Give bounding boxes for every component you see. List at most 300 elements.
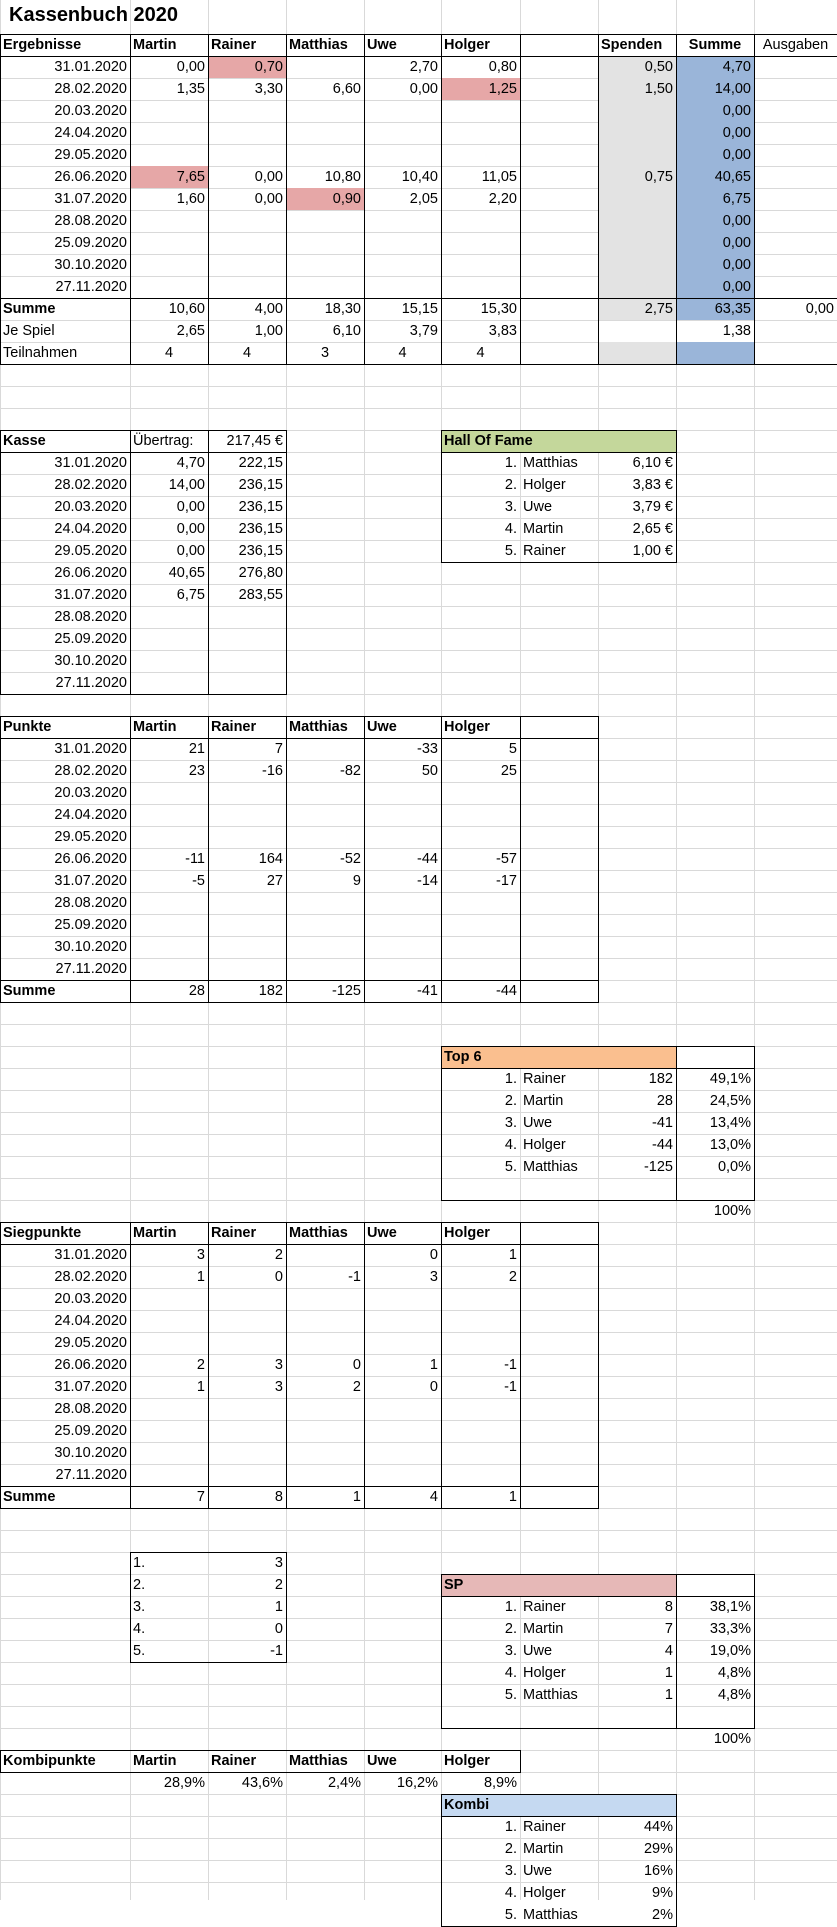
punkte-cell[interactable] (208, 826, 286, 848)
je-spiel-cell[interactable]: 6,10 (332, 323, 361, 339)
sheet-title[interactable]: Kassenbuch 2020 (9, 4, 178, 26)
result-cell[interactable] (441, 144, 520, 166)
name-cell[interactable]: Matthias (523, 1687, 578, 1703)
rank-cell[interactable]: 4. (504, 1137, 517, 1153)
name-cell[interactable]: Uwe (523, 1863, 553, 1879)
result-cell[interactable]: 2,20 (488, 191, 517, 207)
result-cell[interactable]: 0,00 (722, 235, 751, 251)
result-cell[interactable]: 0,80 (488, 59, 517, 75)
rank-cell[interactable]: 4. (133, 1621, 146, 1637)
siegpunkte-cell[interactable]: 3 (196, 1247, 205, 1263)
result-cell[interactable]: 0,00 (254, 191, 283, 207)
summe-cell[interactable]: 18,30 (324, 301, 361, 317)
result-cell[interactable]: 0,00 (409, 81, 438, 97)
summe-cell[interactable]: 1 (352, 1489, 361, 1505)
date-cell[interactable]: 27.11.2020 (55, 279, 127, 295)
kasse-cell[interactable] (208, 650, 286, 672)
summe-label[interactable]: Summe (3, 983, 56, 999)
rank-cell[interactable]: 3. (504, 1643, 517, 1659)
result-cell[interactable]: 11,05 (481, 169, 517, 185)
result-cell[interactable]: 14,00 (714, 81, 751, 97)
date-cell[interactable]: 25.09.2020 (54, 917, 127, 933)
punkte-cell[interactable] (364, 826, 441, 848)
punkte-cell[interactable] (364, 936, 441, 958)
value-cell[interactable]: -41 (652, 1115, 673, 1131)
siegpunkte-cell[interactable]: 0 (429, 1247, 438, 1263)
punkte-cell[interactable] (130, 958, 208, 980)
punkte-cell[interactable] (130, 936, 208, 958)
result-cell[interactable]: 1,25 (488, 81, 517, 97)
date-cell[interactable]: 30.10.2020 (54, 257, 127, 273)
percent-cell[interactable]: 9% (652, 1885, 673, 1901)
siegpunkte-cell[interactable]: 3 (274, 1357, 283, 1373)
result-cell[interactable] (598, 188, 676, 210)
player-header-rainer[interactable]: Rainer (211, 37, 257, 53)
siegpunkte-cell[interactable] (364, 1464, 441, 1486)
date-cell[interactable]: 29.05.2020 (54, 543, 127, 559)
rank-cell[interactable]: 2. (504, 1841, 517, 1857)
punkte-cell[interactable]: -17 (496, 873, 517, 889)
percent-cell[interactable]: 16% (643, 1863, 673, 1879)
name-cell[interactable]: Holger (523, 477, 566, 493)
date-cell[interactable]: 27.11.2020 (55, 1467, 127, 1483)
punkte-cell[interactable] (364, 804, 441, 826)
result-cell[interactable]: 3,30 (254, 81, 283, 97)
result-cell[interactable]: 0,50 (644, 59, 673, 75)
rank-cell[interactable]: 2. (133, 1577, 146, 1593)
punkte-cell[interactable]: 164 (258, 851, 283, 867)
punkte-cell[interactable] (130, 826, 208, 848)
result-cell[interactable] (441, 100, 520, 122)
rank-cell[interactable]: 2. (504, 1093, 517, 1109)
teilnahmen-cell[interactable]: 4 (164, 345, 174, 361)
siegpunkte-cell[interactable]: 1 (508, 1247, 517, 1263)
value-cell[interactable]: 3,79 € (632, 499, 673, 515)
result-cell[interactable] (441, 122, 520, 144)
date-cell[interactable]: 24.04.2020 (54, 1313, 127, 1329)
rank-cell[interactable]: 4. (504, 1885, 517, 1901)
siegpunkte-cell[interactable] (130, 1464, 208, 1486)
player-header-uwe[interactable]: Uwe (367, 37, 397, 53)
date-cell[interactable]: 28.08.2020 (54, 609, 127, 625)
date-cell[interactable]: 20.03.2020 (54, 785, 127, 801)
siegpunkte-cell[interactable] (364, 1332, 441, 1354)
siegpunkte-cell[interactable] (208, 1464, 286, 1486)
player-header-matthias[interactable]: Matthias (289, 1753, 348, 1769)
summe-cell[interactable]: 15,30 (480, 301, 517, 317)
result-cell[interactable]: 1,60 (176, 191, 205, 207)
date-cell[interactable]: 31.07.2020 (54, 873, 127, 889)
player-header-holger[interactable]: Holger (444, 1753, 490, 1769)
punkte-cell[interactable]: -82 (340, 763, 361, 779)
punkte-cell[interactable] (364, 914, 441, 936)
result-cell[interactable] (208, 254, 286, 276)
kasse-cell[interactable]: 236,15 (238, 499, 283, 515)
kombipunkte-cell[interactable]: 28,9% (163, 1775, 205, 1791)
player-header-matthias[interactable]: Matthias (289, 719, 348, 735)
je-spiel-cell[interactable]: 3,79 (409, 323, 438, 339)
kasse-cell[interactable]: 40,65 (168, 565, 205, 581)
date-cell[interactable]: 20.03.2020 (54, 1291, 127, 1307)
result-cell[interactable] (208, 122, 286, 144)
siegpunkte-cell[interactable] (364, 1288, 441, 1310)
summe-cell[interactable]: 182 (258, 983, 283, 999)
teilnahmen-cell[interactable]: 4 (476, 345, 485, 361)
name-cell[interactable]: Martin (523, 521, 564, 537)
kasse-cell[interactable] (130, 628, 208, 650)
name-cell[interactable]: Holger (523, 1137, 566, 1153)
siegpunkte-cell[interactable]: -1 (348, 1269, 361, 1285)
points-cell[interactable]: 1 (274, 1599, 283, 1615)
result-cell[interactable] (130, 232, 208, 254)
siegpunkte-cell[interactable] (130, 1332, 208, 1354)
summe-cell[interactable]: 8 (274, 1489, 283, 1505)
punkte-cell[interactable] (286, 826, 364, 848)
kasse-cell[interactable] (130, 672, 208, 694)
punkte-cell[interactable]: -16 (262, 763, 283, 779)
result-cell[interactable] (598, 210, 676, 232)
date-cell[interactable]: 31.01.2020 (54, 455, 127, 471)
rank-cell[interactable]: 3. (504, 1863, 517, 1879)
result-cell[interactable] (286, 276, 364, 298)
result-cell[interactable]: 0,00 (722, 213, 751, 229)
siegpunkte-cell[interactable]: 2 (508, 1269, 517, 1285)
siegpunkte-cell[interactable]: 2 (274, 1247, 283, 1263)
rank-cell[interactable]: 4. (504, 521, 517, 537)
punkte-cell[interactable]: -57 (496, 851, 517, 867)
rank-cell[interactable]: 5. (504, 543, 517, 559)
date-cell[interactable]: 28.02.2020 (54, 763, 127, 779)
result-cell[interactable]: 0,90 (332, 191, 361, 207)
date-cell[interactable]: 24.04.2020 (54, 125, 127, 141)
kasse-cell[interactable] (130, 650, 208, 672)
result-cell[interactable] (286, 144, 364, 166)
result-cell[interactable] (208, 100, 286, 122)
result-cell[interactable]: 2,70 (409, 59, 438, 75)
result-cell[interactable]: 0,75 (644, 169, 673, 185)
result-cell[interactable]: 0,00 (254, 169, 283, 185)
result-cell[interactable] (598, 254, 676, 276)
percent-cell[interactable]: 38,1% (709, 1599, 751, 1615)
punkte-cell[interactable] (286, 958, 364, 980)
date-cell[interactable]: 25.09.2020 (54, 631, 127, 647)
kasse-cell[interactable]: 276,80 (238, 565, 283, 581)
player-header-matthias[interactable]: Matthias (289, 1225, 348, 1241)
siegpunkte-cell[interactable] (286, 1310, 364, 1332)
percent-cell[interactable]: 0,0% (717, 1159, 751, 1175)
date-cell[interactable]: 31.07.2020 (54, 587, 127, 603)
result-cell[interactable]: 6,75 (722, 191, 751, 207)
rank-cell[interactable]: 3. (504, 1115, 517, 1131)
rank-cell[interactable]: 4. (504, 1665, 517, 1681)
punkte-cell[interactable]: -14 (417, 873, 438, 889)
result-cell[interactable] (208, 210, 286, 232)
date-cell[interactable]: 24.04.2020 (54, 807, 127, 823)
player-header-matthias[interactable]: Matthias (289, 37, 348, 53)
siegpunkte-cell[interactable]: 2 (196, 1357, 205, 1373)
rank-cell[interactable]: 5. (504, 1687, 517, 1703)
rank-cell[interactable]: 5. (133, 1643, 146, 1659)
result-cell[interactable] (286, 254, 364, 276)
result-cell[interactable] (364, 254, 441, 276)
date-cell[interactable]: 28.02.2020 (54, 1269, 127, 1285)
result-cell[interactable] (441, 210, 520, 232)
player-header-uwe[interactable]: Uwe (367, 1753, 397, 1769)
summe-cell[interactable]: 15,15 (401, 301, 438, 317)
percent-cell[interactable]: 13,0% (709, 1137, 751, 1153)
player-header-holger[interactable]: Holger (444, 719, 490, 735)
date-cell[interactable]: 25.09.2020 (54, 235, 127, 251)
siegpunkte-cell[interactable]: 0 (274, 1269, 283, 1285)
percent-cell[interactable]: 49,1% (709, 1071, 751, 1087)
name-cell[interactable]: Rainer (523, 1599, 566, 1615)
name-cell[interactable]: Rainer (523, 1819, 566, 1835)
punkte-cell[interactable]: 5 (508, 741, 517, 757)
summe-cell[interactable]: 2,75 (644, 301, 673, 317)
punkte-cell[interactable] (208, 914, 286, 936)
punkte-cell[interactable]: 23 (188, 763, 205, 779)
kombipunkte-header[interactable]: Kombipunkte (3, 1753, 96, 1769)
date-cell[interactable]: 25.09.2020 (54, 1423, 127, 1439)
summe-header[interactable]: Summe (688, 37, 742, 53)
punkte-cell[interactable] (441, 936, 520, 958)
summe-cell[interactable]: 28 (188, 983, 205, 999)
result-cell[interactable] (130, 254, 208, 276)
result-cell[interactable]: 0,00 (722, 279, 751, 295)
value-cell[interactable]: -44 (652, 1137, 673, 1153)
punkte-cell[interactable] (130, 914, 208, 936)
points-cell[interactable]: 3 (274, 1555, 283, 1571)
player-header-martin[interactable]: Martin (133, 1753, 177, 1769)
siegpunkte-cell[interactable] (286, 1420, 364, 1442)
percent-cell[interactable]: 44% (643, 1819, 673, 1835)
result-cell[interactable]: 0,00 (722, 103, 751, 119)
summe-cell[interactable]: 0,00 (805, 301, 834, 317)
hall-of-fame-header[interactable]: Hall Of Fame (444, 433, 533, 449)
value-cell[interactable]: 1 (664, 1665, 673, 1681)
name-cell[interactable]: Matthias (523, 1159, 578, 1175)
siegpunkte-cell[interactable] (130, 1442, 208, 1464)
summe-cell[interactable]: 4,00 (254, 301, 283, 317)
kasse-cell[interactable]: 4,70 (176, 455, 205, 471)
rank-cell[interactable]: 2. (504, 1621, 517, 1637)
kombipunkte-cell[interactable]: 8,9% (483, 1775, 517, 1791)
siegpunkte-cell[interactable] (208, 1420, 286, 1442)
result-cell[interactable]: 4,70 (722, 59, 751, 75)
result-cell[interactable]: 2,05 (409, 191, 438, 207)
kasse-cell[interactable]: 14,00 (168, 477, 205, 493)
date-cell[interactable]: 28.02.2020 (54, 477, 127, 493)
punkte-cell[interactable] (208, 892, 286, 914)
player-header-rainer[interactable]: Rainer (211, 1225, 257, 1241)
result-cell[interactable] (364, 276, 441, 298)
result-cell[interactable] (364, 100, 441, 122)
date-cell[interactable]: 31.07.2020 (54, 1379, 127, 1395)
result-cell[interactable] (286, 56, 364, 78)
summe-cell[interactable]: -44 (496, 983, 517, 999)
date-cell[interactable]: 28.08.2020 (54, 895, 127, 911)
punkte-cell[interactable] (441, 892, 520, 914)
kasse-cell[interactable] (208, 606, 286, 628)
date-cell[interactable]: 31.01.2020 (54, 741, 127, 757)
percent-cell[interactable]: 4,8% (717, 1687, 751, 1703)
punkte-cell[interactable] (286, 804, 364, 826)
value-cell[interactable]: 1 (664, 1687, 673, 1703)
siegpunkte-cell[interactable] (130, 1310, 208, 1332)
points-cell[interactable]: 0 (274, 1621, 283, 1637)
result-cell[interactable] (130, 210, 208, 232)
siegpunkte-cell[interactable] (130, 1288, 208, 1310)
punkte-cell[interactable] (286, 914, 364, 936)
siegpunkte-cell[interactable] (364, 1398, 441, 1420)
rank-cell[interactable]: 5. (504, 1907, 517, 1923)
percent-cell[interactable]: 24,5% (709, 1093, 751, 1109)
date-cell[interactable]: 28.08.2020 (54, 1401, 127, 1417)
siegpunkte-cell[interactable]: 3 (274, 1379, 283, 1395)
percent-cell[interactable]: 19,0% (709, 1643, 751, 1659)
punkte-cell[interactable] (130, 782, 208, 804)
kasse-cell[interactable]: 236,15 (238, 521, 283, 537)
siegpunkte-cell[interactable]: 1 (196, 1269, 205, 1285)
siegpunkte-cell[interactable] (441, 1420, 520, 1442)
punkte-cell[interactable] (286, 738, 364, 760)
result-cell[interactable] (364, 210, 441, 232)
siegpunkte-header[interactable]: Siegpunkte (3, 1225, 82, 1241)
punkte-cell[interactable]: -11 (185, 851, 205, 867)
teilnahmen-cell[interactable]: 3 (320, 345, 330, 361)
result-cell[interactable] (598, 232, 676, 254)
result-cell[interactable] (364, 144, 441, 166)
result-cell[interactable]: 10,80 (324, 169, 361, 185)
date-cell[interactable]: 30.10.2020 (54, 1445, 127, 1461)
siegpunkte-cell[interactable]: -1 (504, 1379, 517, 1395)
je-spiel-cell[interactable]: 3,83 (488, 323, 517, 339)
punkte-cell[interactable] (441, 782, 520, 804)
siegpunkte-cell[interactable]: 0 (352, 1357, 361, 1373)
result-cell[interactable] (286, 122, 364, 144)
siegpunkte-cell[interactable]: 1 (196, 1379, 205, 1395)
punkte-cell[interactable] (441, 826, 520, 848)
player-header-martin[interactable]: Martin (133, 719, 177, 735)
name-cell[interactable]: Uwe (523, 499, 553, 515)
teilnahmen-label[interactable]: Teilnahmen (3, 345, 78, 361)
kasse-cell[interactable]: 6,75 (176, 587, 205, 603)
value-cell[interactable]: -125 (643, 1159, 673, 1175)
siegpunkte-cell[interactable] (286, 1464, 364, 1486)
uebertrag-value[interactable]: 217,45 € (226, 433, 283, 449)
name-cell[interactable]: Martin (523, 1841, 564, 1857)
kasse-cell[interactable]: 222,15 (238, 455, 283, 471)
punkte-cell[interactable]: 9 (352, 873, 361, 889)
points-cell[interactable]: -1 (270, 1643, 283, 1659)
punkte-cell[interactable]: 25 (500, 763, 517, 779)
punkte-cell[interactable] (441, 958, 520, 980)
punkte-cell[interactable] (208, 782, 286, 804)
punkte-cell[interactable] (364, 958, 441, 980)
percent-cell[interactable]: 13,4% (709, 1115, 751, 1131)
kasse-cell[interactable]: 0,00 (176, 543, 205, 559)
result-cell[interactable]: 40,65 (714, 169, 751, 185)
siegpunkte-cell[interactable]: 2 (352, 1379, 361, 1395)
siegpunkte-cell[interactable] (286, 1442, 364, 1464)
summe-label[interactable]: Summe (3, 301, 56, 317)
je-spiel-cell[interactable] (598, 320, 676, 342)
date-cell[interactable]: 29.05.2020 (54, 829, 127, 845)
result-cell[interactable]: 1,35 (176, 81, 205, 97)
date-cell[interactable]: 26.06.2020 (54, 1357, 127, 1373)
kombipunkte-cell[interactable]: 16,2% (396, 1775, 438, 1791)
name-cell[interactable]: Rainer (523, 543, 566, 559)
je-spiel-label[interactable]: Je Spiel (3, 323, 55, 339)
siegpunkte-cell[interactable]: -1 (504, 1357, 517, 1373)
value-cell[interactable]: 2,65 € (632, 521, 673, 537)
punkte-cell[interactable] (208, 804, 286, 826)
punkte-cell[interactable]: -33 (417, 741, 438, 757)
summe-cell[interactable]: -41 (417, 983, 438, 999)
date-cell[interactable]: 31.01.2020 (54, 1247, 127, 1263)
kasse-cell[interactable]: 0,00 (176, 521, 205, 537)
siegpunkte-cell[interactable] (441, 1464, 520, 1486)
result-cell[interactable]: 0,00 (176, 59, 205, 75)
punkte-cell[interactable]: -5 (192, 873, 205, 889)
value-cell[interactable]: 28 (656, 1093, 673, 1109)
percent-cell[interactable]: 29% (643, 1841, 673, 1857)
punkte-cell[interactable] (441, 804, 520, 826)
punkte-cell[interactable] (286, 936, 364, 958)
punkte-cell[interactable] (208, 958, 286, 980)
punkte-header[interactable]: Punkte (3, 719, 52, 735)
siegpunkte-cell[interactable] (364, 1420, 441, 1442)
siegpunkte-cell[interactable] (364, 1310, 441, 1332)
punkte-cell[interactable]: 7 (274, 741, 283, 757)
value-cell[interactable]: 4 (664, 1643, 673, 1659)
date-cell[interactable]: 26.06.2020 (54, 169, 127, 185)
kombi-header[interactable]: Kombi (444, 1797, 490, 1813)
uebertrag-label[interactable]: Übertrag: (133, 433, 194, 449)
result-cell[interactable] (364, 232, 441, 254)
rank-cell[interactable]: 1. (504, 1071, 517, 1087)
sp-header[interactable]: SP (444, 1577, 464, 1593)
siegpunkte-cell[interactable] (286, 1288, 364, 1310)
result-cell[interactable] (208, 276, 286, 298)
kasse-header[interactable]: Kasse (3, 433, 46, 449)
date-cell[interactable]: 28.08.2020 (54, 213, 127, 229)
siegpunkte-cell[interactable] (208, 1332, 286, 1354)
siegpunkte-cell[interactable]: 1 (429, 1357, 438, 1373)
name-cell[interactable]: Uwe (523, 1643, 553, 1659)
punkte-cell[interactable]: 50 (421, 763, 438, 779)
date-cell[interactable]: 31.07.2020 (54, 191, 127, 207)
siegpunkte-cell[interactable] (130, 1398, 208, 1420)
ergebnisse-header[interactable]: Ergebnisse (3, 37, 82, 53)
rank-cell[interactable]: 1. (504, 1599, 517, 1615)
punkte-cell[interactable] (208, 936, 286, 958)
player-header-rainer[interactable]: Rainer (211, 1753, 257, 1769)
punkte-cell[interactable] (130, 804, 208, 826)
summe-cell[interactable]: 4 (429, 1489, 438, 1505)
punkte-cell[interactable]: 21 (188, 741, 205, 757)
player-header-martin[interactable]: Martin (133, 1225, 177, 1241)
percent-cell[interactable]: 4,8% (717, 1665, 751, 1681)
siegpunkte-cell[interactable] (286, 1244, 364, 1266)
value-cell[interactable]: 182 (648, 1071, 673, 1087)
punkte-cell[interactable] (286, 782, 364, 804)
kasse-cell[interactable]: 236,15 (238, 477, 283, 493)
name-cell[interactable]: Holger (523, 1885, 566, 1901)
date-cell[interactable]: 20.03.2020 (54, 499, 127, 515)
result-cell[interactable] (441, 232, 520, 254)
spenden-header[interactable]: Spenden (601, 37, 663, 53)
